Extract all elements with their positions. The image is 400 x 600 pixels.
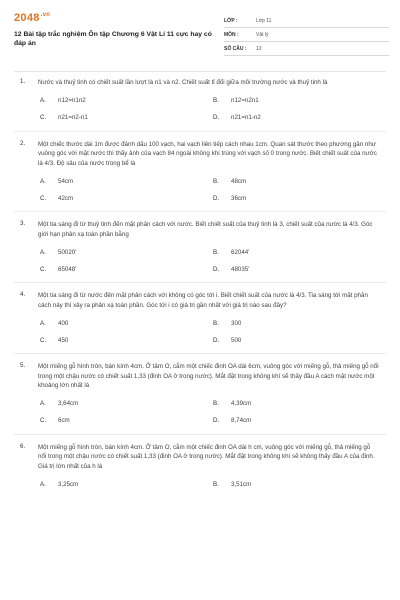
- option-text: 48cm: [231, 177, 247, 185]
- option-text: 36cm: [231, 194, 247, 202]
- option-text: 3,51cm: [231, 480, 252, 488]
- answer-options: [40, 97, 380, 122]
- answer-option-a[interactable]: [40, 248, 213, 256]
- answer-option-d[interactable]: [213, 265, 386, 273]
- answer-option-b[interactable]: [213, 319, 386, 327]
- question-list: [0, 78, 400, 488]
- option-text: 65048': [58, 265, 77, 273]
- option-letter: A.: [40, 400, 46, 407]
- option-text: 500: [231, 336, 242, 344]
- option-text: 42cm: [58, 194, 74, 202]
- answer-option-c[interactable]: [40, 194, 213, 202]
- question-number: 2.: [20, 139, 26, 147]
- site-logo[interactable]: [14, 12, 50, 24]
- option-letter: C.: [40, 417, 47, 424]
- header-divider: [14, 71, 386, 72]
- option-text: n21=n2-n1: [58, 114, 88, 121]
- option-text: 6cm: [58, 417, 70, 424]
- question-divider: [14, 131, 386, 132]
- question-text: Một tia sáng đi từ thuỷ tinh đến mặt phân cách với nước. Biết chiết suất của thuỷ tinh là 3, chiết suất của nước là 4/3. Góc giới hạn phản xạ toàn phần bằng: [38, 221, 373, 238]
- meta-row-question-count: [224, 42, 389, 56]
- meta-row-subject: [224, 28, 389, 42]
- answer-option-a[interactable]: [40, 177, 213, 185]
- option-text: 3,64cm: [58, 400, 79, 407]
- option-letter: C.: [40, 194, 47, 202]
- option-letter: D.: [213, 265, 220, 273]
- option-letter: D.: [213, 336, 220, 344]
- meta-value: 12: [256, 45, 262, 52]
- option-text: 4,39cm: [231, 400, 252, 407]
- answer-option-b[interactable]: [213, 480, 386, 488]
- answer-options: [40, 400, 380, 425]
- option-letter: B.: [213, 400, 219, 407]
- option-text: n21=n1-n2: [231, 114, 261, 121]
- question-number: 4.: [20, 291, 26, 298]
- answer-option-a[interactable]: [40, 97, 213, 105]
- question-text: Nước và thuỷ tinh có chiết suất lần lượt là n1 và n2. Chiết suất tỉ đối giữa môi trường nước và thuỷ tinh là: [38, 79, 328, 86]
- option-text: 54cm: [58, 177, 74, 185]
- answer-option-a[interactable]: [40, 319, 213, 327]
- question-number: 6.: [20, 442, 26, 450]
- logo-text: 2048: [14, 12, 40, 24]
- option-text: 62044': [231, 248, 250, 256]
- logo-suffix: .vn: [40, 12, 51, 19]
- option-text: 48035': [231, 265, 250, 273]
- answer-option-b[interactable]: [213, 248, 386, 256]
- option-letter: C.: [40, 114, 47, 121]
- option-letter: A.: [40, 480, 46, 488]
- option-letter: D.: [213, 194, 220, 202]
- option-letter: B.: [213, 480, 219, 488]
- answer-option-d[interactable]: [213, 114, 386, 122]
- answer-option-d[interactable]: [213, 194, 386, 202]
- question-3: [0, 220, 400, 273]
- answer-option-c[interactable]: [40, 265, 213, 273]
- question-number: 1.: [20, 78, 26, 85]
- answer-option-a[interactable]: [40, 400, 213, 408]
- option-letter: A.: [40, 97, 46, 104]
- question-divider: [14, 211, 386, 212]
- option-text: 8,74cm: [231, 417, 252, 424]
- question-2: [0, 140, 400, 203]
- question-text: Một miếng gỗ hình tròn, bán kính 4cm. Ở tâm O, cắm một chiếc đinh OA dài 6cm, vuông góc với miếng gỗ, thả miếng gỗ nổi trong một chậu nước có chiết suất 1,33 (đinh OA ở trong nước). Mắt đặt trong không khí sẽ thấy đầu A cách mặt nước một khoảng lớn nhất là: [38, 363, 379, 389]
- meta-row-class: [224, 14, 389, 28]
- option-letter: C.: [40, 265, 47, 273]
- document-title: 12 Bài tập trắc nghiệm Ôn tập Chương 6 Vật Lí 11 cực hay có đáp án: [14, 31, 212, 47]
- answer-option-b[interactable]: [213, 177, 386, 185]
- option-letter: D.: [213, 417, 220, 424]
- meta-value: Lớp 11: [256, 17, 272, 24]
- option-text: 400: [58, 319, 69, 327]
- option-letter: B.: [213, 177, 219, 185]
- meta-value: Vật lý: [256, 31, 269, 38]
- question-divider: [14, 282, 386, 283]
- option-letter: B.: [213, 248, 219, 256]
- option-letter: A.: [40, 177, 46, 185]
- question-text: Một chiếc thước dài 1m được đánh dấu 100 vạch, hai vạch liên tiếp cách nhau 1cm. Quan sát thước theo phương gần như vuông góc với mặt nước thì thấy ảnh của vạch 84 ngoài không khí trùng với vạch số 0 trong nước. Biết chiết suất của nước là 4/3. Độ sâu của nước trong bể là: [38, 140, 377, 167]
- answer-option-b[interactable]: [213, 400, 386, 408]
- answer-option-d[interactable]: [213, 417, 386, 425]
- answer-options: [40, 177, 380, 202]
- question-1: [0, 78, 400, 122]
- answer-options: [40, 319, 380, 344]
- header: [0, 0, 400, 62]
- option-letter: C.: [40, 336, 47, 344]
- answer-option-c[interactable]: [40, 336, 213, 344]
- question-divider: [14, 353, 386, 354]
- answer-option-c[interactable]: [40, 114, 213, 122]
- option-text: 50020': [58, 248, 77, 256]
- question-number: 3.: [20, 220, 26, 227]
- question-4: [0, 291, 400, 344]
- option-text: 300: [231, 319, 242, 327]
- question-text: Một tia sáng đi từ nước đến mặt phân cách với không có góc tới i. Biết chiết suất của nước là 4/3. Tia sáng tới mặt phân cách này thì xảy ra phản xạ toàn phần. Góc tới i có giá trị gần nhất với giá trị nào sau đây?: [38, 292, 368, 309]
- option-letter: B.: [213, 319, 219, 327]
- meta-key: SỐ CÂU :: [224, 45, 247, 52]
- option-text: n12=n1n2: [58, 97, 86, 104]
- option-letter: B.: [213, 97, 219, 104]
- answer-options: [40, 480, 380, 488]
- meta-key: LỚP :: [224, 17, 238, 24]
- option-text: 450: [58, 336, 69, 344]
- answer-option-c[interactable]: [40, 417, 213, 425]
- question-5: [0, 362, 400, 425]
- answer-option-a[interactable]: [40, 480, 213, 488]
- document-meta-table: [224, 14, 389, 56]
- option-letter: D.: [213, 114, 220, 121]
- question-text: Một miếng gỗ hình tròn, bán kính 4cm. Ở tâm O, cắm một chiếc đinh OA dài h cm, vuông góc với miếng gỗ, thả miếng gỗ nổi trong một chậu nước có chiết suất 1,33 (đinh OA ở trong nước). Mắt đặt trong không khí sẽ không thấy đầu A của đinh. Giá trị lớn nhất của h là: [38, 443, 375, 470]
- answer-option-b[interactable]: [213, 97, 386, 105]
- question-number: 5.: [20, 362, 26, 369]
- option-text: n12=n2n1: [231, 97, 259, 104]
- option-letter: A.: [40, 248, 46, 256]
- meta-key: MÔN :: [224, 31, 239, 38]
- answer-options: [40, 248, 380, 273]
- answer-option-d[interactable]: [213, 336, 386, 344]
- option-letter: A.: [40, 319, 46, 327]
- question-divider: [14, 434, 386, 435]
- question-6: [0, 443, 400, 489]
- option-text: 3,25cm: [58, 480, 79, 488]
